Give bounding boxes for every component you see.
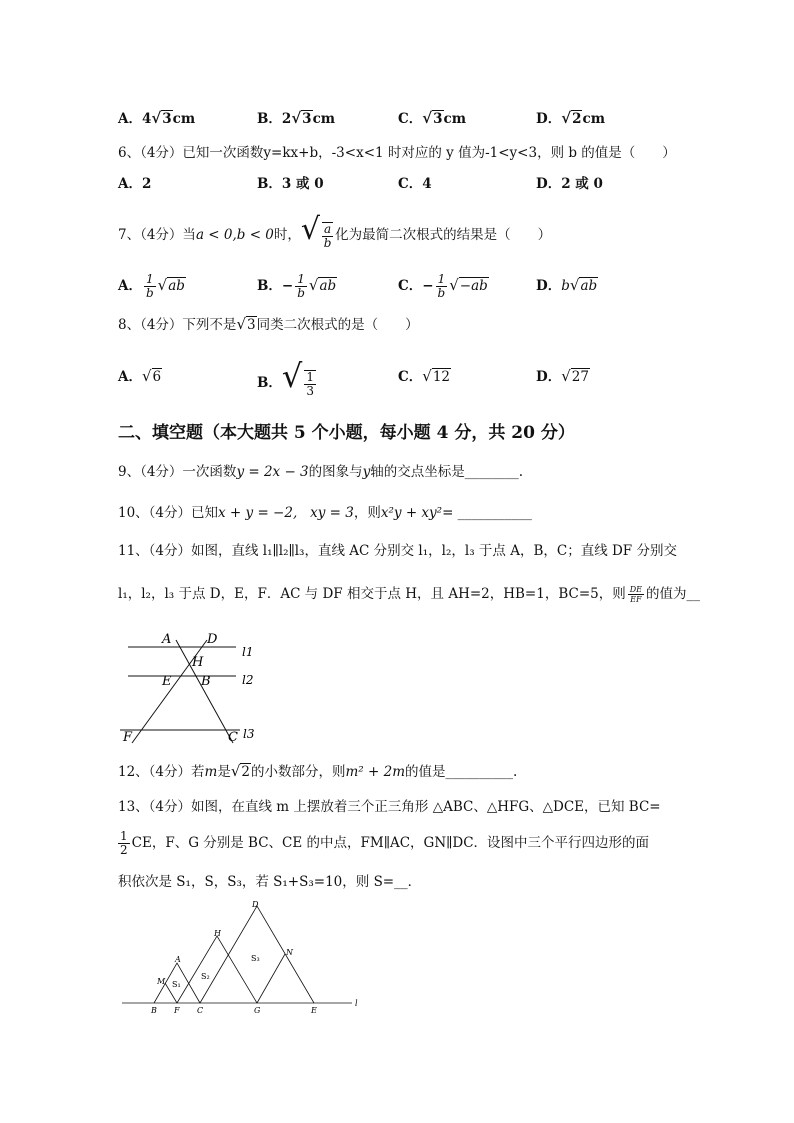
line-ac [176, 640, 233, 743]
label-s1: S₁ [172, 980, 181, 989]
q13-stem-line3: 积依次是 S₁，S，S₃，若 S₁+S₃=10，则 S=__． [118, 874, 422, 890]
label-e: E [162, 674, 172, 689]
label-s3: S₃ [251, 954, 260, 963]
sqrt-symbol: √3 [422, 109, 443, 127]
label-m: M [157, 977, 166, 986]
label-b: B [201, 674, 211, 689]
q7-stem: 7、（4分）当a < 0,b < 0时，√ $\frac{a}{b}$ 化为最简二次根式的结果是（ ） [118, 212, 551, 253]
label-a: A [162, 632, 172, 647]
q8-option-c: C．√12 [398, 367, 450, 385]
q11-stem-line2: l₁，l₂，l₃ 于点 D，E，F．AC 与 DF 相交于点 H，且 AH=2，HB=1，BC=5，则 $\frac{DE}{EF}$ 的值为__ [118, 585, 700, 604]
sqrt-symbol: √3 [151, 109, 172, 127]
q5-option-b: B．2√3cm [257, 109, 336, 127]
q5-option-a: A．4√3cm [118, 109, 196, 127]
q8-option-a: A．√6 [118, 367, 162, 385]
q7-option-b: B．− $\frac{1}{b}$ √ab [257, 272, 337, 300]
segment-gn [257, 954, 285, 1003]
q13-figure [118, 898, 368, 1020]
q12-stem: 12、（4分）若m是√2的小数部分，则m² + 2m的值是__________. [118, 762, 518, 780]
label-l1: l1 [242, 645, 254, 659]
label-b: B [151, 1006, 157, 1015]
q7-option-d: D．b√ab [536, 276, 598, 294]
label-c: C [197, 1006, 204, 1015]
label-e: E [311, 1006, 317, 1015]
section-2-title: 二、填空题（本大题共 5 个小题，每小题 4 分，共 20 分） [118, 423, 575, 443]
q5-option-a-label: A．4 [118, 111, 152, 127]
label-a: A [175, 955, 181, 964]
label-s2: S₂ [201, 972, 210, 981]
q7-option-a: A． $\frac{1}{b}$ √ab [118, 272, 185, 300]
q6-option-a: A．2 [118, 176, 152, 192]
q9-stem: 9、（4分）一次函数y = 2x − 3的图象与y轴的交点坐标是________. [118, 464, 524, 480]
q8-stem: 8、（4分）下列不是√3同类二次根式的是（ ） [118, 315, 419, 333]
q10-stem: 10、（4分）已知x + y = −2, xy = 3，则x²y + xy²= ___________ [118, 505, 532, 521]
q8-option-b: B．√ $\frac{1}{3}$ [257, 357, 314, 398]
q6-option-c: C．4 [398, 176, 432, 192]
sqrt-fraction: √ $\frac{a}{b}$ [300, 212, 332, 250]
label-l3: l3 [243, 727, 255, 741]
label-h: H [214, 929, 221, 938]
sqrt-symbol: √3 [291, 109, 312, 127]
q6-stem: 6、（4分）已知一次函数y=kx+b，-3<x<1 时对应的 y 值为-1<y<3，则 b 的值是（ ） [118, 145, 676, 161]
label-n: N [286, 948, 293, 957]
label-f: F [174, 1006, 180, 1015]
q13-stem-line1: 13、（4分）如图，在直线 m 上摆放着三个正三角形 △ABC、△HFG、△DCE，已知 BC= [118, 799, 661, 815]
label-c: C [228, 730, 238, 745]
q11-stem-line1: 11、（4分）如图，直线 l₁∥l₂∥l₃，直线 AC 分别交 l₁，l₂，l₃ 于点 A，B，C；直线 DF 分别交 [118, 543, 677, 559]
q13-stem-line2: $\frac{1}{2}$ CE，F、G 分别是 BC、CE 的中点，FM∥AC，GN∥DC．设图中三个平行四边形的面 [120, 829, 650, 857]
triangle-hfg [177, 936, 257, 1003]
q8-option-d: D．√27 [536, 367, 589, 385]
q6-option-d: D．2 或 0 [536, 176, 603, 192]
label-h: H [192, 655, 204, 670]
label-f: F [123, 730, 133, 745]
label-l2: l2 [242, 673, 254, 687]
q7-option-c: C．− $\frac{1}{b}$ √−ab [398, 272, 488, 300]
q5-option-c: C．√3cm [398, 109, 467, 127]
sqrt-symbol: √2 [561, 109, 582, 127]
q11-figure [112, 625, 272, 750]
q6-option-b: B．3 或 0 [257, 176, 324, 192]
label-l: l [355, 999, 358, 1008]
label-d: D [252, 900, 259, 909]
label-g: G [254, 1006, 261, 1015]
label-d: D [207, 632, 218, 647]
q5-option-d: D．√2cm [536, 109, 605, 127]
